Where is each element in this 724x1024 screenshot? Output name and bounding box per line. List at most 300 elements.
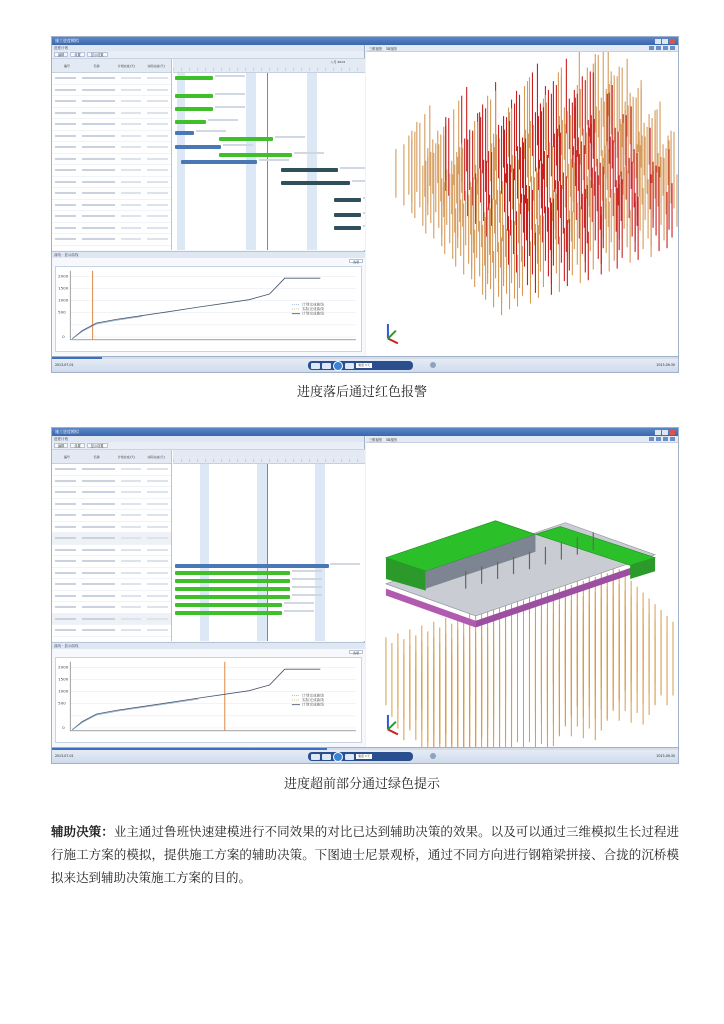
table-cell xyxy=(82,514,115,516)
table-cell xyxy=(82,629,115,631)
table-cell xyxy=(121,204,142,206)
gantt-bar-label xyxy=(215,106,245,108)
screenshot-schedule-behind xyxy=(51,36,679,373)
play-icon[interactable] xyxy=(333,752,343,762)
table-cell xyxy=(82,491,115,493)
table-cell xyxy=(147,606,168,608)
gantt-timeline xyxy=(173,59,365,250)
day-tick xyxy=(205,68,213,71)
table-cell xyxy=(147,549,168,551)
tab-settings[interactable]: 设置 xyxy=(70,443,84,448)
table-row[interactable] xyxy=(52,522,171,534)
table-cell xyxy=(147,238,168,240)
table-row[interactable] xyxy=(52,614,171,626)
gantt-bar[interactable] xyxy=(175,94,213,98)
day-tick xyxy=(213,459,221,462)
table-row[interactable] xyxy=(52,476,171,488)
home-icon[interactable] xyxy=(649,437,654,441)
table-cell xyxy=(55,89,76,91)
table-row[interactable] xyxy=(52,591,171,603)
day-tick xyxy=(237,459,245,462)
progress-curve-panel xyxy=(52,251,365,356)
gantt-bar[interactable] xyxy=(334,213,361,217)
svg-text:500: 500 xyxy=(58,309,66,315)
col-id: 编号 xyxy=(63,454,70,459)
table-cell xyxy=(82,181,115,183)
minimize-icon[interactable] xyxy=(655,430,661,435)
gantt-bar-label xyxy=(330,563,360,565)
gantt-bar[interactable] xyxy=(175,107,213,111)
table-cell xyxy=(147,618,168,620)
table-cell xyxy=(121,526,142,528)
caption-behind: 进度落后通过红色报警 xyxy=(296,385,427,400)
help-icon[interactable] xyxy=(430,753,436,759)
table-row[interactable] xyxy=(52,200,171,212)
day-tick xyxy=(285,68,293,71)
start-date: 2013-07-01 xyxy=(55,754,74,758)
table-cell xyxy=(55,192,76,194)
gantt-bar-label xyxy=(292,578,322,580)
table-cell xyxy=(55,227,76,229)
svg-text:实际完成曲线: 实际完成曲线 xyxy=(302,698,324,702)
table-row[interactable] xyxy=(52,533,171,545)
day-tick xyxy=(277,459,285,462)
table-cell xyxy=(147,204,168,206)
day-tick xyxy=(293,68,301,71)
table-row[interactable] xyxy=(52,223,171,235)
day-tick xyxy=(237,68,245,71)
table-cell xyxy=(55,480,76,482)
next-icon[interactable] xyxy=(345,363,354,369)
gantt-chart xyxy=(52,58,365,250)
table-cell xyxy=(147,595,168,597)
pane-header: 进度计划 xyxy=(52,45,364,51)
stop-icon[interactable] xyxy=(311,363,320,369)
table-cell xyxy=(121,112,142,114)
tab-display[interactable]: 显示设置 xyxy=(87,52,108,57)
day-tick xyxy=(341,68,349,71)
table-row[interactable] xyxy=(52,464,171,476)
gantt-bar[interactable] xyxy=(175,587,290,591)
task-rows xyxy=(52,73,171,246)
table-cell xyxy=(147,526,168,528)
tab-settings[interactable]: 设置 xyxy=(70,52,84,57)
options-button[interactable]: 选项 xyxy=(349,259,363,263)
day-tick xyxy=(245,68,253,71)
table-cell xyxy=(121,227,142,229)
gantt-bar[interactable] xyxy=(175,564,329,568)
day-tick xyxy=(357,68,365,71)
table-cell xyxy=(147,100,168,102)
table-row[interactable] xyxy=(52,154,171,166)
table-cell xyxy=(147,537,168,539)
gantt-bar[interactable] xyxy=(175,611,283,615)
viewer-tools[interactable] xyxy=(649,46,675,50)
table-cell xyxy=(55,503,76,505)
col-name: 名称 xyxy=(93,63,100,68)
playback-bar xyxy=(52,747,678,763)
gantt-bar[interactable] xyxy=(175,595,290,599)
gantt-bar-label xyxy=(363,197,365,199)
table-cell xyxy=(121,181,142,183)
table-cell xyxy=(82,468,115,470)
svg-text:1000: 1000 xyxy=(58,688,69,694)
table-row[interactable] xyxy=(52,211,171,223)
today-line xyxy=(267,73,268,250)
table-row[interactable] xyxy=(52,510,171,522)
day-tick xyxy=(261,459,269,462)
table-cell xyxy=(55,158,76,160)
table-row[interactable] xyxy=(52,142,171,154)
table-cell xyxy=(121,123,142,125)
table-cell xyxy=(121,491,142,493)
zoom-icon[interactable] xyxy=(656,46,661,50)
curve-toolbar xyxy=(52,649,365,655)
gantt-bar[interactable] xyxy=(281,181,350,185)
gantt-bar[interactable] xyxy=(219,137,273,141)
day-tick xyxy=(293,459,301,462)
tab-edit[interactable]: 编辑 xyxy=(54,443,68,448)
table-cell xyxy=(82,123,115,125)
table-cell xyxy=(55,468,76,470)
gantt-bar-label xyxy=(340,167,365,169)
table-cell xyxy=(82,192,115,194)
task-table xyxy=(52,59,172,250)
maximize-icon[interactable] xyxy=(662,430,668,435)
day-tick xyxy=(221,459,229,462)
axis-y-icon xyxy=(388,331,396,339)
day-tick xyxy=(181,459,189,462)
paragraph-body: 业主通过鲁班快速建模进行不同效果的对比已达到辅助决策的效果。以及可以通过三维模拟生长过程进行施工方案的模拟，提供施工方案的辅助决策。下图迪士尼景观桥，通过不同方向进行钢箱梁拼接、合拢的沉桥模拟来达到辅助决策施工方案的目的。 xyxy=(51,824,679,885)
table-row[interactable] xyxy=(52,556,171,568)
table-cell xyxy=(121,618,142,620)
table-cell xyxy=(55,77,76,79)
legend-item: 计划完成曲线 xyxy=(302,302,324,307)
zoom-icon[interactable] xyxy=(656,437,661,441)
day-tick xyxy=(229,68,237,71)
col-plan: 计划完成(天) xyxy=(117,454,136,459)
window-controls[interactable] xyxy=(655,430,675,435)
timeline-track[interactable] xyxy=(52,357,678,359)
svg-text:计划完成曲线: 计划完成曲线 xyxy=(302,693,324,698)
svg-text:0: 0 xyxy=(62,725,65,730)
table-cell xyxy=(121,89,142,91)
view-tab[interactable]: 3D视图 xyxy=(385,47,397,51)
day-tick xyxy=(221,68,229,71)
table-row[interactable] xyxy=(52,108,171,120)
table-cell xyxy=(55,204,76,206)
table-cell xyxy=(55,238,76,240)
axis-x-icon xyxy=(388,339,398,344)
rotate-icon[interactable] xyxy=(663,46,668,50)
viewer-header xyxy=(366,45,678,52)
table-cell xyxy=(55,135,76,137)
task-rows xyxy=(52,464,171,637)
maximize-icon[interactable] xyxy=(662,39,668,44)
table-cell xyxy=(121,169,142,171)
close-icon[interactable] xyxy=(669,430,675,435)
table-cell xyxy=(121,583,142,585)
day-tick xyxy=(301,459,309,462)
gantt-bar-label xyxy=(208,119,238,121)
viewer-tools[interactable] xyxy=(649,437,675,441)
table-cell xyxy=(55,560,76,562)
curve-header: 曲线 · 显示曲线 xyxy=(52,252,365,258)
stop-icon[interactable] xyxy=(311,754,320,760)
svg-text:0: 0 xyxy=(62,334,65,339)
table-row[interactable] xyxy=(52,96,171,108)
gantt-bar[interactable] xyxy=(334,198,361,202)
table-cell xyxy=(82,549,115,551)
tab-display[interactable]: 显示设置 xyxy=(87,443,108,448)
table-row[interactable] xyxy=(52,85,171,97)
view-tab[interactable]: 3D视图 xyxy=(385,438,397,442)
table-row[interactable] xyxy=(52,73,171,85)
day-tick xyxy=(261,68,269,71)
paragraph-lead: 辅助决策： xyxy=(51,824,114,839)
table-cell xyxy=(55,572,76,574)
window-title: 施工进度模拟 xyxy=(55,38,79,43)
table-cell xyxy=(147,583,168,585)
day-labels xyxy=(173,68,365,71)
gantt-bar[interactable] xyxy=(175,131,194,135)
table-cell xyxy=(55,606,76,608)
svg-text:计划完成曲线: 计划完成曲线 xyxy=(302,702,324,707)
table-row[interactable] xyxy=(52,234,171,246)
building-model-green-roof xyxy=(366,443,678,747)
day-tick xyxy=(173,459,181,462)
view-tab[interactable]: 三维视图 xyxy=(369,47,382,51)
gantt-bar-label xyxy=(363,225,365,227)
day-tick xyxy=(341,459,349,462)
day-tick xyxy=(325,68,333,71)
day-tick xyxy=(349,68,357,71)
table-cell xyxy=(55,537,76,539)
table-cell xyxy=(55,169,76,171)
gantt-bar-label xyxy=(223,144,253,146)
gantt-bar[interactable] xyxy=(334,226,361,230)
settings-icon[interactable] xyxy=(670,437,675,441)
body-paragraph xyxy=(51,820,679,889)
table-cell xyxy=(147,192,168,194)
gantt-bar[interactable] xyxy=(181,160,258,164)
home-icon[interactable] xyxy=(649,46,654,50)
table-row[interactable] xyxy=(52,131,171,143)
day-tick xyxy=(333,68,341,71)
window-controls[interactable] xyxy=(655,39,675,44)
table-cell xyxy=(147,77,168,79)
day-tick xyxy=(205,459,213,462)
settings-icon[interactable] xyxy=(670,46,675,50)
speed-select[interactable]: 速度 1天 xyxy=(358,363,370,367)
col-actual: 实际完成(天) xyxy=(147,454,165,459)
schedule-pane xyxy=(52,45,365,356)
table-cell xyxy=(82,503,115,505)
table-cell xyxy=(147,169,168,171)
pile-model-red xyxy=(366,52,678,356)
table-cell xyxy=(82,537,115,539)
task-table-header xyxy=(52,59,171,73)
table-cell xyxy=(147,560,168,562)
svg-text:1000: 1000 xyxy=(58,297,69,303)
window-titlebar xyxy=(52,428,678,436)
help-icon[interactable] xyxy=(430,362,436,368)
day-tick xyxy=(213,68,221,71)
gantt-bar[interactable] xyxy=(219,153,292,157)
gantt-bar[interactable] xyxy=(175,603,283,607)
day-tick xyxy=(253,459,261,462)
table-cell xyxy=(55,215,76,217)
table-cell xyxy=(55,549,76,551)
player-controls xyxy=(308,752,413,761)
model-viewer[interactable] xyxy=(366,45,678,356)
close-icon[interactable] xyxy=(669,39,675,44)
gantt-bar-label xyxy=(363,212,365,214)
day-tick xyxy=(253,68,261,71)
model-viewer[interactable] xyxy=(366,436,678,747)
table-cell xyxy=(55,146,76,148)
day-tick xyxy=(269,68,277,71)
table-cell xyxy=(82,526,115,528)
gantt-bar-label xyxy=(284,610,314,612)
table-row[interactable] xyxy=(52,545,171,557)
table-cell xyxy=(82,135,115,137)
table-cell xyxy=(82,158,115,160)
options-button[interactable]: 选项 xyxy=(349,650,363,654)
s-curve-chart xyxy=(55,657,362,743)
table-cell xyxy=(82,215,115,217)
table-row[interactable] xyxy=(52,165,171,177)
table-cell xyxy=(55,618,76,620)
table-cell xyxy=(121,215,142,217)
table-row[interactable] xyxy=(52,568,171,580)
gantt-chart xyxy=(52,449,365,641)
timeline-track[interactable] xyxy=(52,748,678,750)
minimize-icon[interactable] xyxy=(655,39,661,44)
table-cell xyxy=(147,158,168,160)
table-cell xyxy=(82,606,115,608)
table-row[interactable] xyxy=(52,487,171,499)
progress-curve-panel xyxy=(52,642,365,747)
curve-header: 曲线 · 显示曲线 xyxy=(52,643,365,649)
end-date: 2013-09-30 xyxy=(656,363,675,367)
table-row[interactable] xyxy=(52,188,171,200)
table-cell xyxy=(147,215,168,217)
window-titlebar xyxy=(52,37,678,45)
axis-y-icon xyxy=(388,722,396,730)
day-tick xyxy=(349,459,357,462)
table-row[interactable] xyxy=(52,602,171,614)
table-row[interactable] xyxy=(52,177,171,189)
table-cell xyxy=(147,181,168,183)
table-cell xyxy=(147,572,168,574)
tab-edit[interactable]: 编辑 xyxy=(54,52,68,57)
schedule-pane xyxy=(52,436,365,747)
play-icon[interactable] xyxy=(333,361,343,371)
table-row[interactable] xyxy=(52,499,171,511)
table-cell xyxy=(55,583,76,585)
table-cell xyxy=(82,89,115,91)
gantt-bar[interactable] xyxy=(175,76,213,80)
svg-text:2000: 2000 xyxy=(58,273,69,279)
model-canvas[interactable] xyxy=(366,443,678,747)
col-actual: 实际完成(天) xyxy=(147,63,165,68)
month-label: 八月 2013 xyxy=(330,60,345,64)
table-row[interactable] xyxy=(52,625,171,637)
timeline-body xyxy=(173,464,365,641)
speed-select[interactable]: 速度 1天 xyxy=(358,754,370,758)
prev-icon[interactable] xyxy=(322,363,331,369)
rotate-icon[interactable] xyxy=(663,437,668,441)
table-cell xyxy=(82,583,115,585)
prev-icon[interactable] xyxy=(322,754,331,760)
gantt-bar-label xyxy=(215,75,245,77)
day-tick xyxy=(197,459,205,462)
gantt-bar[interactable] xyxy=(175,571,290,575)
curve-toolbar xyxy=(52,258,365,264)
table-cell xyxy=(147,123,168,125)
table-cell xyxy=(82,227,115,229)
table-cell xyxy=(82,100,115,102)
table-row[interactable] xyxy=(52,119,171,131)
table-cell xyxy=(121,595,142,597)
table-cell xyxy=(147,629,168,631)
gantt-bar[interactable] xyxy=(281,168,339,172)
table-cell xyxy=(121,537,142,539)
next-icon[interactable] xyxy=(345,754,354,760)
table-cell xyxy=(147,89,168,91)
svg-text:500: 500 xyxy=(58,700,66,706)
gantt-bar[interactable] xyxy=(175,120,206,124)
day-tick xyxy=(285,459,293,462)
table-cell xyxy=(121,100,142,102)
day-tick xyxy=(189,459,197,462)
task-table-header xyxy=(52,450,171,464)
col-name: 名称 xyxy=(93,454,100,459)
gantt-bar-label xyxy=(284,602,314,604)
table-row[interactable] xyxy=(52,579,171,591)
view-tab[interactable]: 三维视图 xyxy=(369,438,382,442)
svg-text:1500: 1500 xyxy=(58,676,69,682)
day-tick xyxy=(277,68,285,71)
svg-text:2000: 2000 xyxy=(58,664,69,670)
gantt-bar-label xyxy=(352,180,365,182)
table-cell xyxy=(147,468,168,470)
gantt-bar-label xyxy=(259,159,289,161)
gantt-bar-label xyxy=(292,570,322,572)
window-title: 施工进度模拟 xyxy=(55,429,79,434)
table-cell xyxy=(82,480,115,482)
gantt-bar-label xyxy=(275,136,305,138)
screenshot-schedule-ahead xyxy=(51,427,679,764)
gantt-bar-label xyxy=(294,152,324,154)
gantt-bar[interactable] xyxy=(175,579,290,583)
model-canvas[interactable] xyxy=(366,52,678,356)
gantt-bar[interactable] xyxy=(175,145,221,149)
timeline-body xyxy=(173,73,365,250)
table-cell xyxy=(121,572,142,574)
end-date: 2013-09-30 xyxy=(656,754,675,758)
s-curve-chart xyxy=(55,266,362,352)
legend-item: 计划完成曲线 xyxy=(302,311,324,316)
day-tick xyxy=(197,68,205,71)
table-cell xyxy=(82,77,115,79)
table-cell xyxy=(121,503,142,505)
day-tick xyxy=(309,68,317,71)
day-tick xyxy=(317,459,325,462)
task-table xyxy=(52,450,172,641)
table-cell xyxy=(55,100,76,102)
